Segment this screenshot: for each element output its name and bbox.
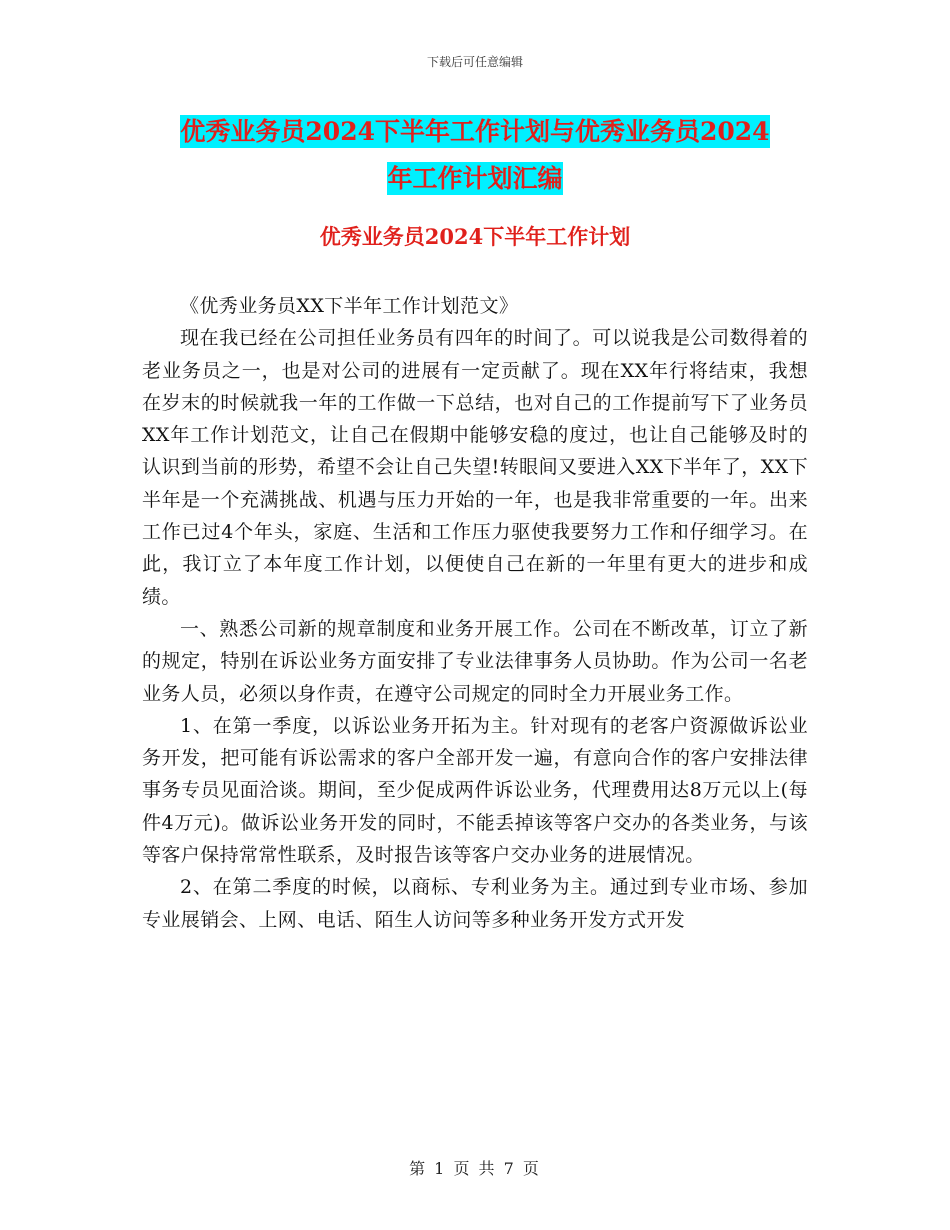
paragraph: 一、熟悉公司新的规章制度和业务开展工作。公司在不断改革，订立了新的规定，特别在诉讼业务方面安排了专业法律事务人员协助。作为公司一名老业务人员，必须以身作责，在遵守公司规定的同时全力开展业务工作。 — [142, 617, 808, 705]
document-title — [0, 108, 950, 202]
paragraph: 现在我已经在公司担任业务员有四年的时间了。可以说我是公司数得着的老业务员之一，也是对公司的进展有一定贡献了。现在XX年行将结束，我想在岁末的时候就我一年的工作做一下总结，也对自己的工作提前写下了业务员XX年工作计划范文，让自己在假期中能够安稳的度过，也让自己能够及时的认识到当前的形势，希望不会让自己失望!转眼间又要进入XX下半年了，XX下半年是一个充满挑战、机遇与压力开始的一年，也是我非常重要的一年。出来工作已过4个年头，家庭、生活和工作压力驱使我要努力工作和仔细学习。在此，我订立了本年度工作计划，以便使自己在新的一年里有更大的进步和成绩。 — [142, 327, 808, 608]
document-title-line2: 年工作计划汇编 — [387, 164, 563, 193]
paragraph: 《优秀业务员XX下半年工作计划范文》 — [180, 295, 519, 317]
header-note: 下载后可任意编辑 — [426, 55, 523, 69]
paragraph: 2、在第二季度的时候，以商标、专利业务为主。通过到专业市场、参加专业展销会、上网、电话、陌生人访问等多种业务开发方式开发 — [142, 876, 808, 931]
page-number-footer: 第 1 页 共 7 页 — [409, 1159, 541, 1178]
paragraph: 1、在第一季度，以诉讼业务开拓为主。针对现有的老客户资源做诉讼业务开发，把可能有诉讼需求的客户全部开发一遍，有意向合作的客户安排法律事务专员见面洽谈。期间，至少促成两件诉讼业务，代理费用达8万元以上(每件4万元)。做诉讼业务开发的同时，不能丢掉该等客户交办的各类业务，与该等客户保持常常性联系，及时报告该等客户交办业务的进展情况。 — [142, 714, 808, 867]
section-title: 优秀业务员2024下半年工作计划 — [319, 224, 631, 249]
body-text — [142, 290, 808, 936]
document-title-line1: 优秀业务员2024下半年工作计划与优秀业务员2024 — [180, 117, 770, 146]
